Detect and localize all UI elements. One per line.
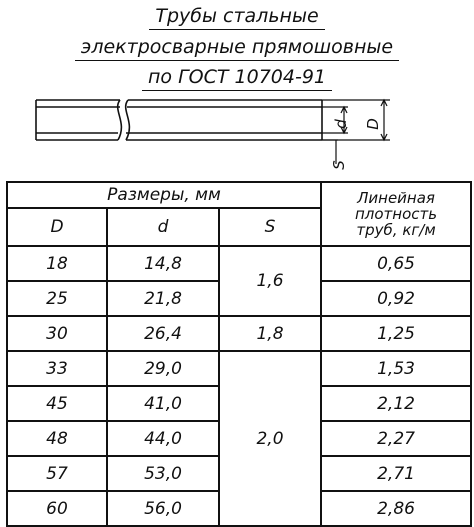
table-row <box>7 351 471 386</box>
cell-outer-diameter: 57 <box>7 456 107 491</box>
pipe-drawing <box>0 92 474 182</box>
cell-outer-diameter: 45 <box>7 386 107 421</box>
table-row <box>7 316 471 351</box>
cell-wall-thickness: 1,6 <box>219 246 321 316</box>
cell-outer-diameter: 30 <box>7 316 107 351</box>
label-wall-thickness: S <box>330 160 348 170</box>
density-header-2: плотность <box>354 205 438 223</box>
density-header-3: труб, кг/м <box>356 221 436 239</box>
cell-density: 2,86 <box>321 491 471 526</box>
cell-outer-diameter: 33 <box>7 351 107 386</box>
cell-density: 0,65 <box>321 246 471 281</box>
title-text-2: электросварные прямошовные <box>75 36 399 61</box>
cell-inner-diameter: 29,0 <box>107 351 219 386</box>
title-line-1 <box>0 5 474 27</box>
cell-outer-diameter: 25 <box>7 281 107 316</box>
title-text-1: Трубы стальные <box>149 5 324 30</box>
table-row <box>7 246 471 281</box>
pipe-spec-table <box>6 181 472 527</box>
title-text-3: по ГОСТ 10704-91 <box>142 66 332 91</box>
header-density <box>321 182 471 246</box>
density-header-1: Линейная <box>357 189 435 207</box>
header-inner-diameter: d <box>107 208 219 246</box>
cell-inner-diameter: 41,0 <box>107 386 219 421</box>
cell-inner-diameter: 21,8 <box>107 281 219 316</box>
cell-inner-diameter: 26,4 <box>107 316 219 351</box>
header-sizes: Размеры, мм <box>7 182 321 208</box>
cell-density: 2,71 <box>321 456 471 491</box>
cell-inner-diameter: 53,0 <box>107 456 219 491</box>
density-header-lines <box>322 190 470 238</box>
pipe-outline <box>36 100 322 140</box>
cell-density: 2,12 <box>321 386 471 421</box>
cell-inner-diameter: 44,0 <box>107 421 219 456</box>
header-outer-diameter: D <box>7 208 107 246</box>
dimension-lines <box>322 100 390 164</box>
cell-density: 1,25 <box>321 316 471 351</box>
label-inner-diameter: d <box>332 119 350 129</box>
title-line-2 <box>0 36 474 58</box>
cell-density: 0,92 <box>321 281 471 316</box>
cell-outer-diameter: 60 <box>7 491 107 526</box>
cell-outer-diameter: 48 <box>7 421 107 456</box>
cell-wall-thickness: 2,0 <box>219 351 321 526</box>
cell-inner-diameter: 14,8 <box>107 246 219 281</box>
label-outer-diameter: D <box>364 118 382 130</box>
cell-density: 1,53 <box>321 351 471 386</box>
title-line-3 <box>0 66 474 88</box>
cell-inner-diameter: 56,0 <box>107 491 219 526</box>
header-wall-thickness: S <box>219 208 321 246</box>
cell-density: 2,27 <box>321 421 471 456</box>
cell-outer-diameter: 18 <box>7 246 107 281</box>
cell-wall-thickness: 1,8 <box>219 316 321 351</box>
